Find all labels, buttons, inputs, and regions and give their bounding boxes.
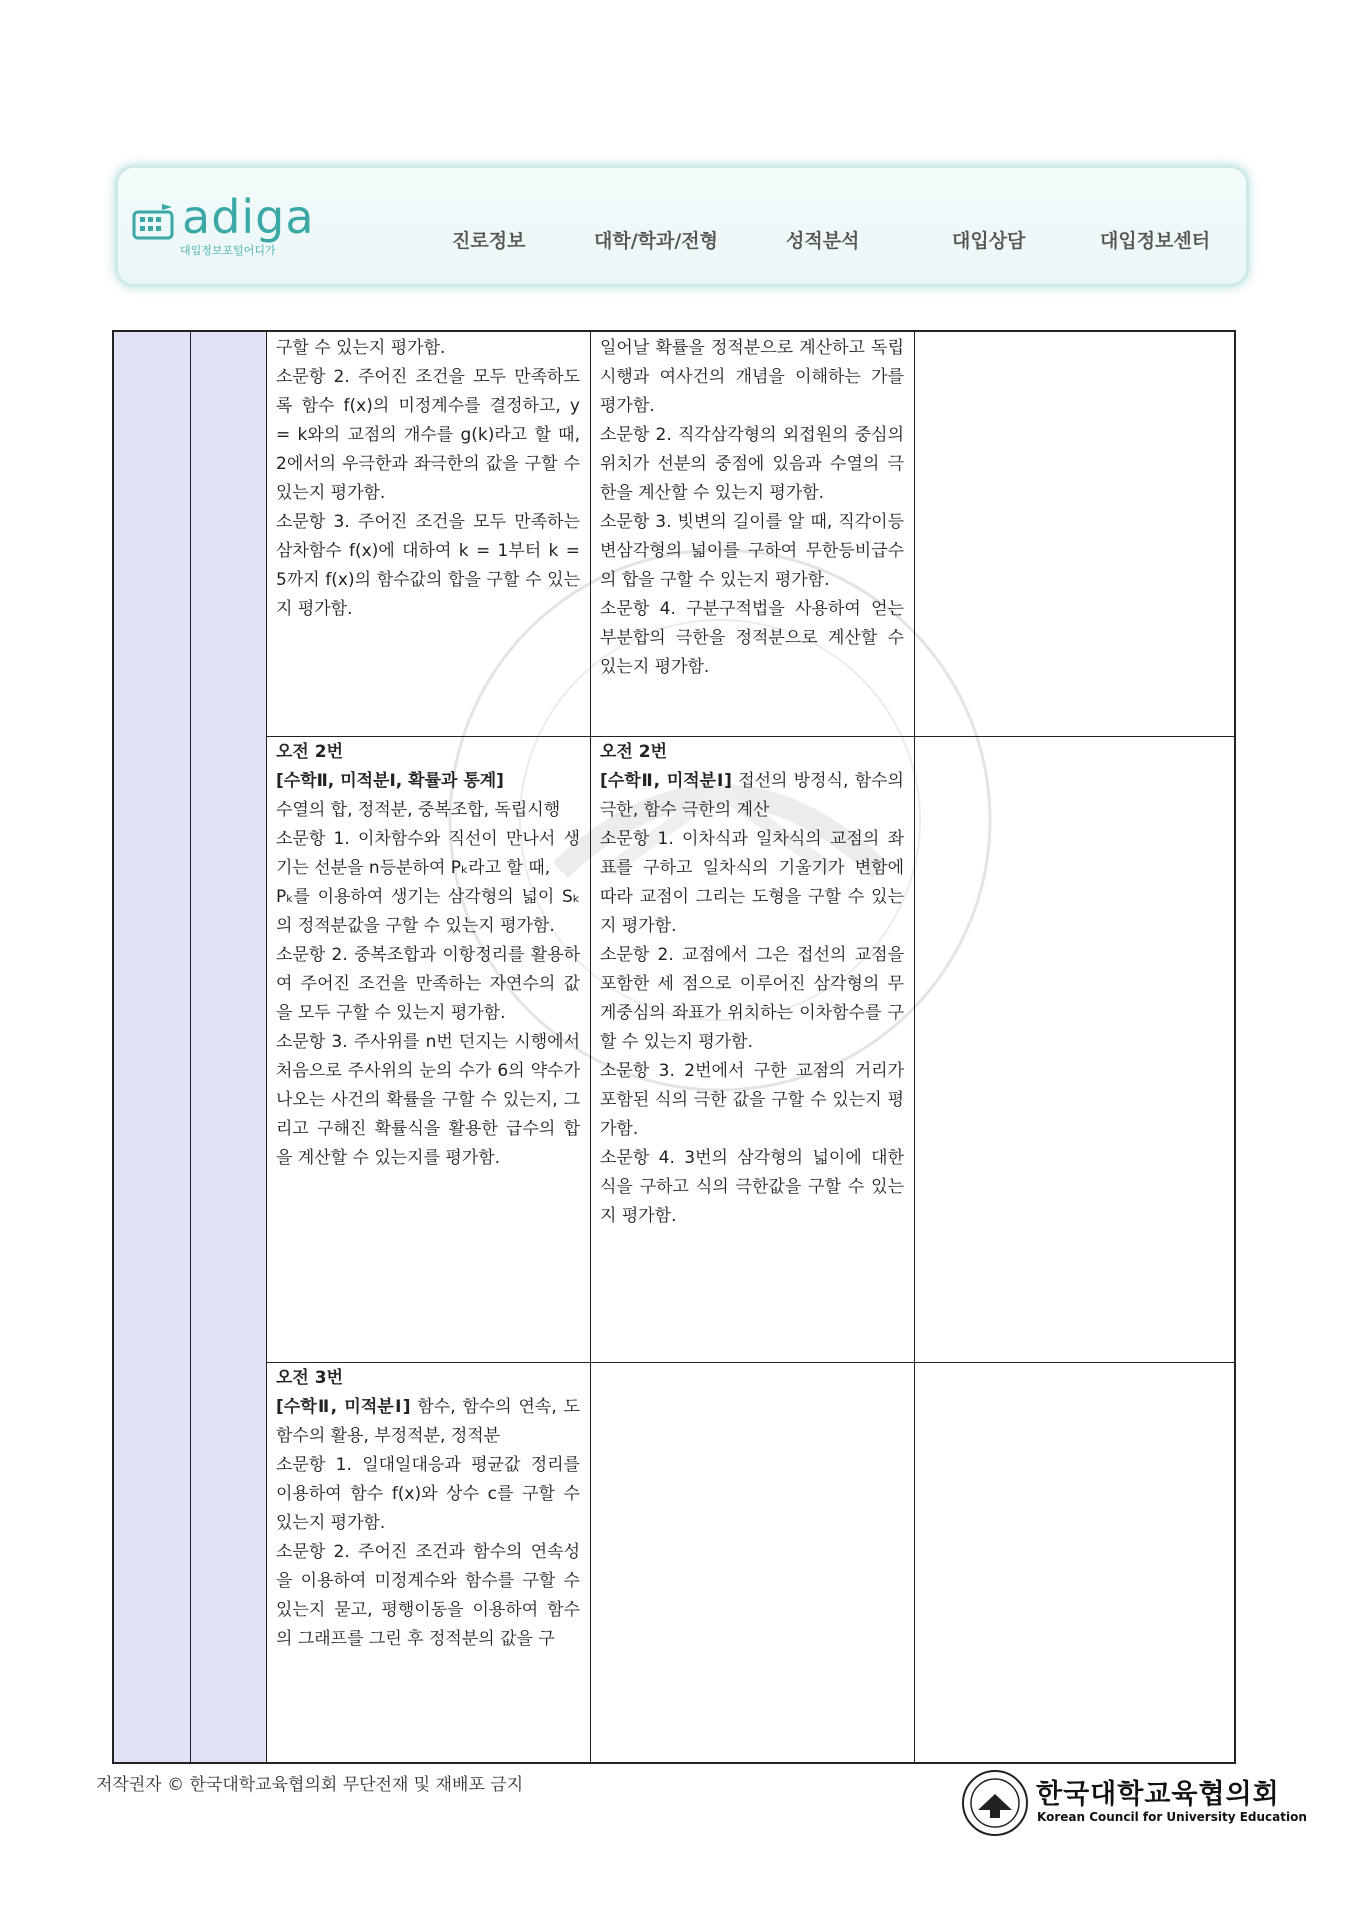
text-line: 소문항 2. 주어진 조건과 함수의 연속성을 이용하여 미정계수와 함수를 구할 수 있는지 묻고, 평행이동을 이용하여 함수의 그래프를 그린 후 정적분의 값을 구 [276,1542,580,1649]
text-line: 소문항 2. 중복조합과 이항정리를 활용하여 주어진 조건을 만족하는 자연수의 값을 모두 구할 수 있는지 평가함. [276,945,580,1023]
cell-a1 [266,332,590,736]
nav-university[interactable]: 대학/학과/전형 [594,230,719,252]
nav-info-center[interactable]: 대입정보센터 [1100,230,1211,252]
cell-subject: [수학Ⅱ, 미적분Ⅰ] [276,1397,411,1417]
cell-subject: [수학Ⅱ, 미적분Ⅰ] [600,771,732,791]
cell-a2 [266,736,590,1362]
cell-title: 오전 2번 [276,742,344,762]
cell-b1 [590,332,914,736]
text-line: 소문항 3. 빗변의 길이를 알 때, 직각이등변삼각형의 넓이를 구하여 무한등비급수의 합을 구할 수 있는지 평가함. [600,512,904,590]
logo-text: adiga [182,190,315,244]
text-line: Pₖ를 이용하여 생기는 삼각형의 넓이 Sₖ의 정적분값을 구할 수 있는지 평가함. [276,887,580,936]
cell-subject: [수학Ⅱ, 미적분Ⅰ, 확률과 통계] [276,771,504,791]
subcategory-column [190,332,266,1762]
nav-career[interactable]: 진로정보 [452,230,526,252]
text-line: 소문항 3. 주어진 조건을 모두 만족하는 삼차함수 f(x)에 대하여 k = 1부터 k = 5까지 f(x)의 함수값의 합을 구할 수 있는지 평가함. [276,512,580,619]
category-column [114,332,190,1762]
adiga-logo[interactable] [132,190,362,257]
kcue-logo [960,1768,1307,1838]
cell-b2 [590,736,914,1362]
evaluation-table [112,330,1236,1764]
org-name-english: Korean Council for University Education [1037,1810,1307,1824]
text-line: 소문항 2. 주어진 조건을 모두 만족하도록 함수 f(x)의 미정계수를 결정하고, y = k와의 교점의 개수를 g(k)라고 할 때, 2에서의 우극한과 좌극한의 값을 구할 수 있는지 평가함. [276,367,580,503]
kcue-seal-icon [960,1768,1030,1838]
cell-a3 [266,1362,590,1762]
cell-topic: 접선의 방정식, 함수의 극한, 함수 극한의 계산 [600,771,904,820]
cell-title: 오전 3번 [276,1368,344,1388]
org-name-korean: 한국대학교육협의회 [1036,1779,1280,1810]
text-line: 소문항 2. 교점에서 그은 접선의 교점을 포함한 세 점으로 이루어진 삼각형의 무게중심의 좌표가 위치하는 이차함수를 구할 수 있는지 평가함. [600,945,904,1052]
cell-title: 오전 2번 [600,742,668,762]
text-line: 소문항 3. 2번에서 구한 교점의 거리가 포함된 식의 극한 값을 구할 수 있는지 평가함. [600,1061,904,1139]
nav-score[interactable]: 성적분석 [786,230,860,252]
copyright-notice: 저작권자 © 한국대학교육협의회 무단전재 및 재배포 금지 [96,1775,524,1795]
text-line: 구할 수 있는지 평가함. [276,338,446,358]
text-line: 소문항 1. 이차함수와 직선이 만나서 생기는 선분을 n등분하여 Pₖ라고 할 때, [276,829,580,878]
cell-topic: 수열의 합, 정적분, 중복조합, 독립시행 [276,800,561,820]
text-line: 소문항 1. 일대일대응과 평균값 정리를 이용하여 함수 f(x)와 상수 c를 구할 수 있는지 평가함. [276,1455,580,1533]
text-line: 소문항 4. 구분구적법을 사용하여 얻는 부분합의 극한을 정적분으로 계산할 수 있는지 평가함. [600,599,904,677]
text-line: 소문항 1. 이차식과 일차식의 교점의 좌표를 구하고 일차식의 기울기가 변함에 따라 교점이 그리는 도형을 구할 수 있는지 평가함. [600,829,904,936]
text-line: 소문항 4. 3번의 삼각형의 넓이에 대한 식을 구하고 식의 극한값을 구할 수 있는지 평가함. [600,1148,904,1226]
text-line: 소문항 3. 주사위를 n번 던지는 시행에서 처음으로 주사위의 눈의 수가 6의 약수가 나오는 사건의 확률을 구할 수 있는지, 그리고 구해진 확률식을 활용한 급수의 합을 계산할 수 있는지를 평가함. [276,1032,580,1168]
text-line: 소문항 2. 직각삼각형의 외접원의 중심의 위치가 선분의 중점에 있음과 수열의 극한을 계산할 수 있는지 평가함. [600,425,904,503]
building-icon [132,204,176,240]
logo-subtitle: 대입정보포털어디가 [180,244,276,257]
text-line: 일어날 확률을 정적분으로 계산하고 독립시행과 여사건의 개념을 이해하는 가를 평가함. [600,338,904,416]
header-banner [118,168,1246,284]
cell-topic: 함수, 함수의 연속, 도함수의 활용, 부정적분, 정적분 [276,1397,580,1446]
nav-counsel[interactable]: 대입상담 [952,230,1026,252]
